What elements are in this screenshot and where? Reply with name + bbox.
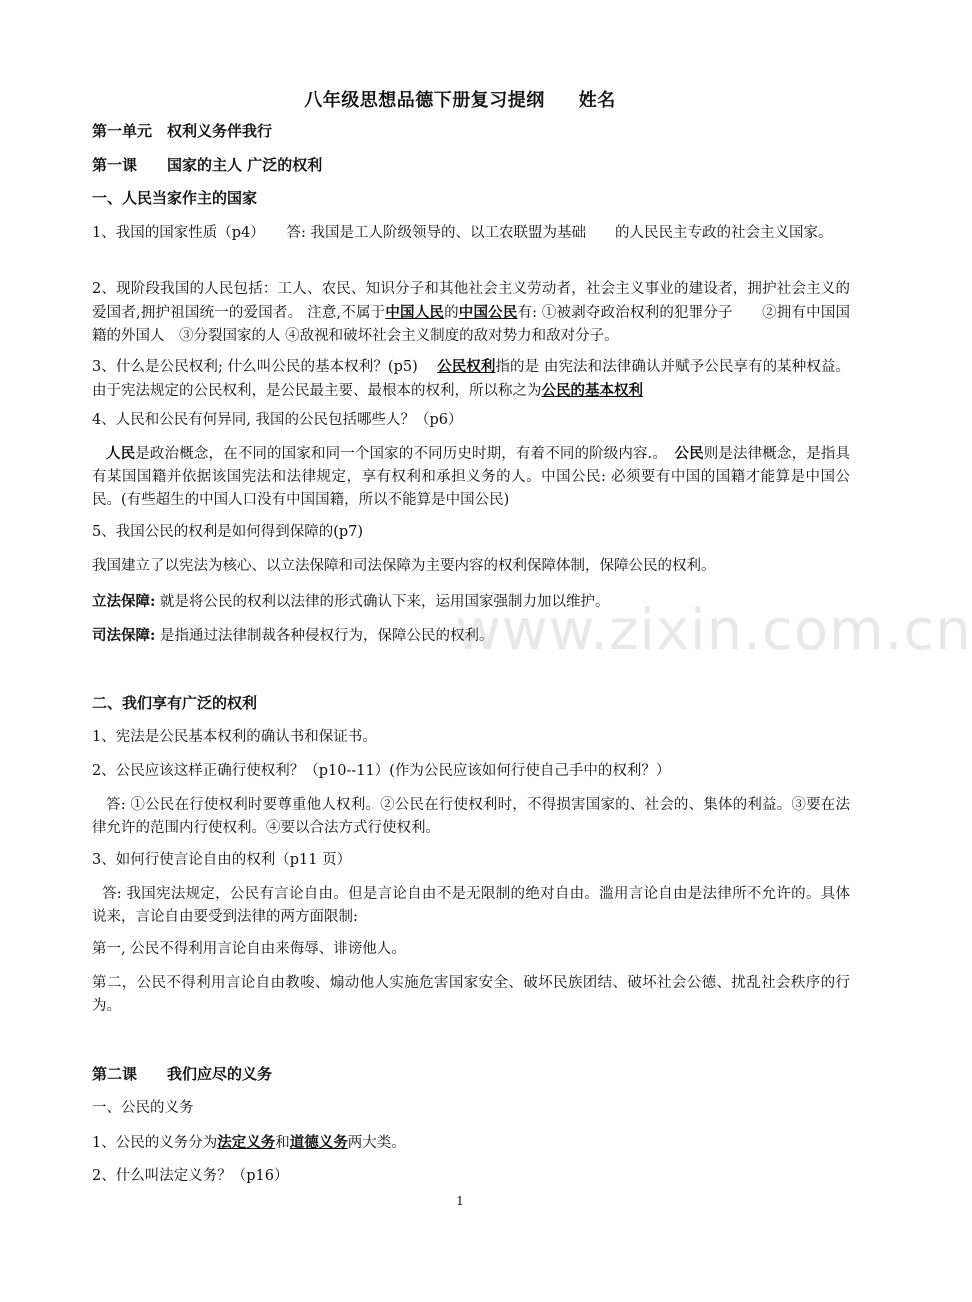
lesson2-heading: 第二课 我们应尽的义务 [92, 1065, 273, 1083]
q2-text-c: 的 [444, 305, 459, 321]
legislative-label: 立法保障: [92, 593, 156, 610]
speech-limit-2: 第二，公民不得利用言论自由教唆、煽动他人实施危害国家安全、破坏民族团结、破坏社会公德、扰乱社会秩序的行为。 [92, 975, 850, 1014]
duty-item-2: 2、什么叫法定义务？（p16） [92, 1168, 289, 1184]
unit-heading: 第一单元 权利义务伴我行 [92, 122, 273, 140]
rights-item-3: 3、如何行使言论自由的权利（p11 页） [92, 852, 352, 868]
lesson1-heading: 第一课 国家的主人 广泛的权利 [92, 156, 323, 174]
rights-item-2: 2、公民应该这样正确行使权利？（p10--11）(作为公民应该如何行使自己手中的权利？） [92, 763, 671, 779]
question-5-answer: 我国建立了以宪法为核心、以立法保障和司法保障为主要内容的权利保障体制，保障公民的权利。 [92, 558, 716, 574]
rights-item-3-answer: 答: 我国宪法规定，公民有言论自由。但是言论自由不是无限制的绝对自由。滥用言论自由是法律所不允许的。具体说来，言论自由要受到法律的两方面限制: [92, 886, 850, 925]
q4-term-people: 人民 [106, 445, 136, 462]
question-4: 4、人民和公民有何异同, 我国的公民包括哪些人？（p6） [92, 412, 463, 428]
q2-term-citizens: 中国公民 [458, 304, 518, 321]
q4-answer-a: 是政治概念，在不同的国家和同一个国家的不同历史时期，有着不同的阶级内容.。 [135, 446, 675, 462]
legislative-text: 就是将公民的权利以法律的形式确认下来，运用国家强制力加以维护。 [155, 594, 610, 610]
d1-term-moral: 道德义务 [289, 1134, 348, 1151]
document-title [0, 86, 920, 112]
d1-text-a: 1、公民的义务分为 [92, 1135, 218, 1151]
title-text: 八年级思想品德下册复习提纲 [304, 90, 545, 111]
judicial-text: 是指通过法律制裁各种侵权行为，保障公民的权利。 [155, 628, 494, 644]
page-number: 1 [456, 1194, 464, 1208]
q2-text-a: 2、现阶段我国的人民包括：工人、农民、知识分子和其他社会主义劳动者，社会主义事业的建设者，拥护社会主义的爱国者,拥护祖国统一的爱国者。 注意,不属于 [92, 281, 850, 321]
question-1: 1、我国的国家性质（p4） 答: 我国是工人阶级领导的、以工农联盟为基础 的人民民主专政的社会主义国家。 [92, 225, 833, 241]
q2-term-people: 中国人民 [385, 304, 445, 321]
question-4-answer [92, 442, 850, 512]
section1-heading: 一、人民当家作主的国家 [92, 189, 258, 207]
q3-text-a: 3、什么是公民权利; 什么叫公民的基本权利？(p5) [92, 359, 438, 375]
d1-text-b: 和 [275, 1135, 290, 1151]
duty-item-1 [92, 1131, 850, 1155]
rights-item-2-answer: 答: ①公民在行使权利时要尊重他人权利。②公民在行使权利时，不得损害国家的、社会的、集体的利益。③要在法律允许的范围内行使权利。④要以合法方式行使权利。 [92, 797, 850, 836]
rights-item-1: 1、宪法是公民基本权利的确认书和保证书。 [92, 729, 377, 745]
question-5: 5、我国公民的权利是如何得到保障的(p7) [92, 524, 364, 540]
question-2 [92, 278, 850, 348]
judicial-label: 司法保障: [92, 627, 156, 644]
q4-answer-b: 则是法律概念，是指具有某国国籍并依据该国宪法和法律规定，享有权利和承担义务的人。中国公民: 必须要有中国的国籍才能算是中国公民。(有些超生的中国人口没有中国国籍，所以不能算是中国公民) [92, 446, 851, 508]
d1-text-c: 两大类。 [347, 1135, 406, 1151]
watermark: www.zixin.com.cn [455, 598, 972, 663]
name-label: 姓名 [578, 90, 616, 111]
q3-text-b: 指的是 由宪法和法律确认并赋予公民享有的某种权益。 由于宪法规定的公民权利，是公民最主要、最根本的权利，所以称之为 [92, 359, 850, 399]
section2-heading: 二、我们享有广泛的权利 [92, 694, 258, 712]
q4-term-citizen: 公民 [674, 445, 704, 462]
q3-term-basic-rights: 公民的基本权利 [541, 382, 643, 399]
d1-term-legal: 法定义务 [217, 1134, 276, 1151]
speech-limit-1: 第一, 公民不得利用言论自由来侮辱、诽谤他人。 [92, 941, 406, 957]
section3-heading: 一、公民的义务 [92, 1100, 194, 1116]
q3-term-rights: 公民权利 [437, 358, 496, 375]
question-3 [92, 355, 850, 403]
q2-text-e: 有: ①被剥夺政治权利的犯罪分子 ②拥有中国国籍的外国人 ③分裂国家的人 ④敌视和破坏社会主义制度的敌对势力和敌对分子。 [92, 305, 851, 344]
